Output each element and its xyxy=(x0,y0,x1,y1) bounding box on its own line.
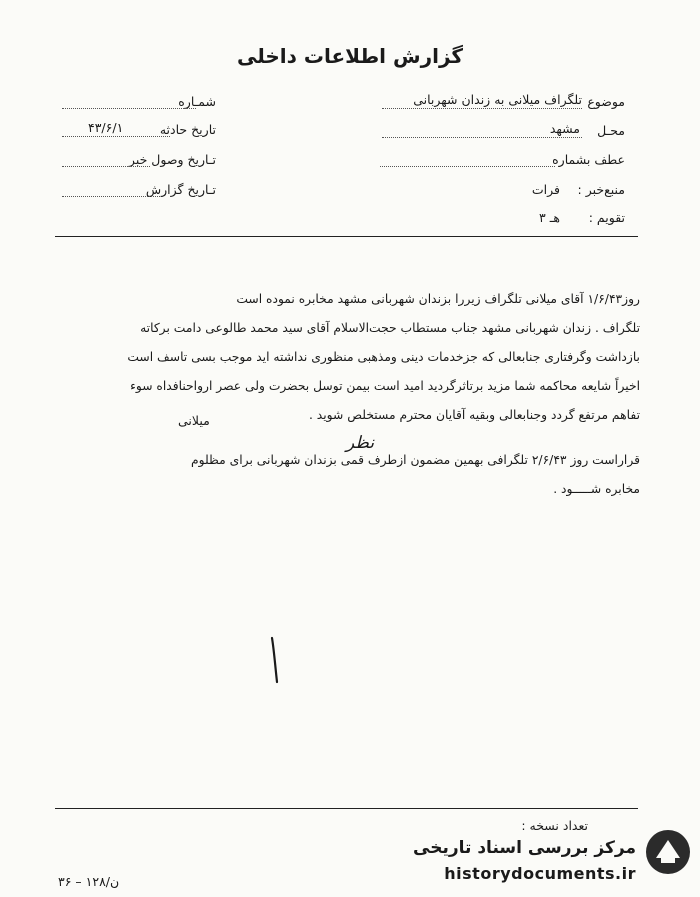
header-divider xyxy=(55,236,638,237)
reference-dotted-line xyxy=(380,166,555,167)
report-note-line-2: مخابره شـــــود . xyxy=(553,482,640,496)
location-value: مشهد xyxy=(549,121,580,136)
form-code: ن/۱۲۸ – ۳۶ xyxy=(58,874,120,889)
received-label: تـاریخ وصول خبر xyxy=(128,152,216,167)
report-title: گزارش اطلاعات داخلی xyxy=(236,44,464,68)
archive-logo-icon xyxy=(644,828,692,876)
brand-url: historydocuments.ir xyxy=(444,864,636,883)
incident-date-dotted-line xyxy=(62,136,170,137)
location-dotted-line xyxy=(382,137,582,138)
number-label: شمـاره xyxy=(178,94,216,109)
report-body-line-5: تفاهم مرتفع گردد وجنابعالی وبقیه آقایان محترم مستخلص شوید . xyxy=(308,408,640,422)
report-body-line-3: بازداشت وگرفتاری جنابعالی که جزخدمات دینی ومذهبی منظوری نداشته اید موجب بسی تاسف است xyxy=(127,350,640,364)
source-label: منبع‌خبر : xyxy=(577,182,625,197)
subject-value: تلگراف میلانی به زندان شهربانی xyxy=(413,92,582,107)
calendar-label: تقویم : xyxy=(588,210,625,225)
report-body-line-4: اخیراً شایعه محاکمه شما مزید برتاثرگردید امید است بیمن توسل بحضرت ولی عصر ارواحنافداه سوء xyxy=(130,379,640,393)
footer-divider xyxy=(55,808,638,809)
incident-date-label: تاریخ حادثه xyxy=(159,122,216,137)
location-label: محـل xyxy=(597,123,625,138)
signer-name: میلانی xyxy=(178,413,210,428)
report-body-line-1: روز۱/۶/۴۳ آقای میلانی تلگراف زیررا بزندان شهربانی مشهد مخابره نموده است xyxy=(236,292,640,306)
subject-dotted-line xyxy=(382,108,582,109)
incident-date-value: ۴۳/۶/۱ xyxy=(88,120,124,135)
copies-label: تعداد نسخه : xyxy=(521,818,588,833)
brand-name: مرکز بررسی اسناد تاریخی xyxy=(413,838,636,858)
report-note-line-1: قراراست روز ۲/۶/۴۳ تلگرافی بهمین مضمون ازطرف قمی بزندان شهربانی برای مظلوم xyxy=(191,453,640,467)
handwritten-stroke-mark xyxy=(262,636,282,684)
received-dotted-line xyxy=(62,166,150,167)
reference-label: عطف بشماره xyxy=(552,152,625,167)
handwritten-annotation: نظر xyxy=(346,433,375,453)
report-body-line-2: تلگراف . زندان شهربانی مشهد جناب مستطاب حجت‌الاسلام آقای سید محمد طالوعی دامت برکاته xyxy=(140,321,640,335)
number-dotted-line xyxy=(62,108,196,109)
report-date-dotted-line xyxy=(62,196,160,197)
report-date-label: تـاریخ گزارش xyxy=(145,182,216,197)
source-value: فرات xyxy=(531,182,560,197)
calendar-value: هـ ۳ xyxy=(539,210,560,225)
subject-label: موضوع xyxy=(587,94,625,109)
